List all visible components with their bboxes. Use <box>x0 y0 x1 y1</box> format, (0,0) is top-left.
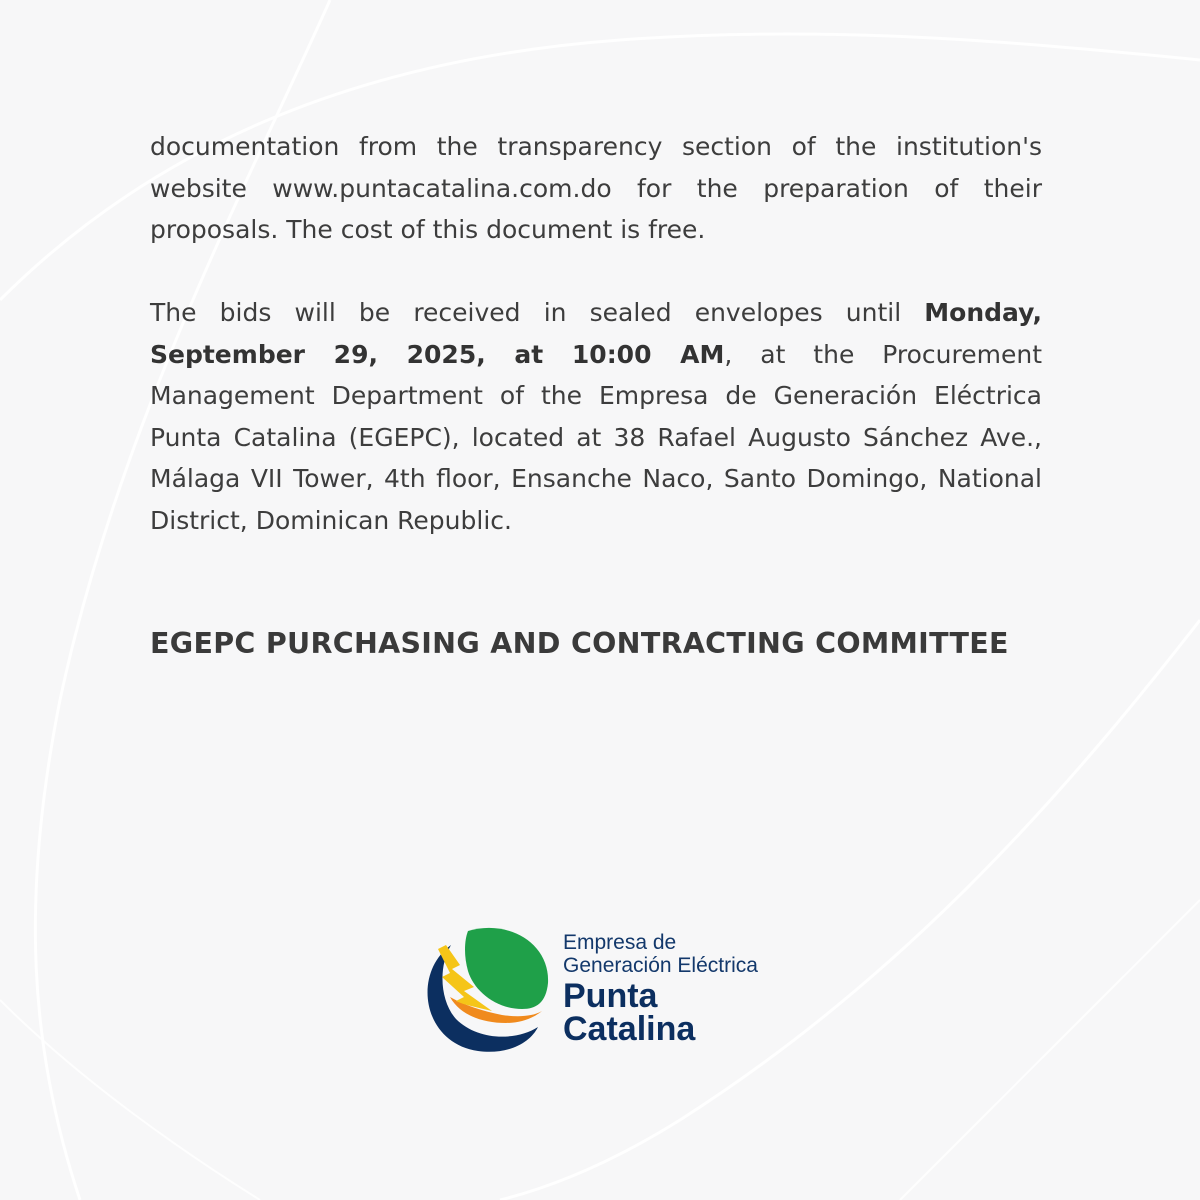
logo-wordmark <box>563 931 758 1046</box>
logo-line-generacion: Generación Eléctrica <box>563 954 758 977</box>
logo-line-punta: Punta <box>563 977 658 1015</box>
bid-text-intro: The bids will be received in sealed envelopes until <box>150 298 925 327</box>
committee-signature: EGEPC PURCHASING AND CONTRACTING COMMITTEE <box>150 627 1009 660</box>
punta-catalina-logo-mark-icon <box>420 925 555 1055</box>
bid-location-text: , at the Procurement Management Department of the Empresa de Generación Eléctrica Punta Catalina (EGEPC), located at 38 Rafael Augusto Sánchez Ave., Málaga VII Tower, 4th floor, Ensanche Naco, Santo Domingo, National District, Dominican Republic. <box>150 339 1042 535</box>
notice-body <box>150 126 1042 541</box>
logo-line-catalina: Catalina <box>563 1010 696 1048</box>
bid-deadline-date: Monday, September 29, 2025, at 10:00 AM <box>150 298 1042 369</box>
documentation-paragraph: documentation from the transparency section of the institution's website www.puntacatalina.com.do for the preparation of their proposals. The cost of this document is free. <box>150 132 1042 244</box>
logo-line-empresa: Empresa de <box>563 931 677 954</box>
bid-deadline-paragraph <box>150 292 1042 541</box>
company-logo <box>420 925 800 1055</box>
